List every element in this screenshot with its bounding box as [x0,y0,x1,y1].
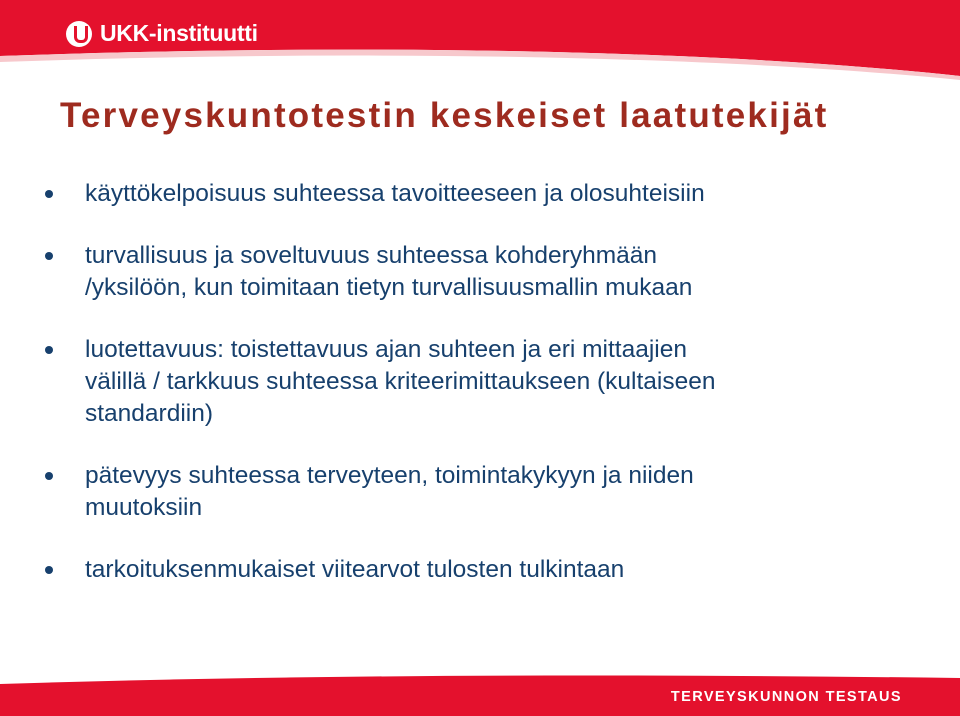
ukk-logo-icon [66,21,92,47]
bullet-text-line: tarkoituksenmukaiset viitearvot tulosten tulkintaan [85,556,625,583]
bullet-dot-icon [45,190,53,198]
bullet-item [43,334,933,430]
bullet-dot-icon [45,472,53,480]
bullet-text-line: käyttökelpoisuus suhteessa tavoitteeseen ja olosuhteisiin [85,180,705,207]
bullet-item [43,240,933,304]
bullet-list [43,178,933,616]
bullet-dot-icon [45,566,53,574]
bullet-text-line: luotettavuus: toistettavuus ajan suhteen ja eri mittaajien [85,336,687,363]
bullet-text-line: pätevyys suhteessa terveyteen, toimintakykyyn ja niiden [85,462,694,489]
bullet-item [43,554,933,586]
bullet-text-line: välillä / tarkkuus suhteessa kriteerimittaukseen (kultaiseen [85,368,716,395]
ukk-logo [66,20,258,47]
bullet-item [43,460,933,524]
bullet-text-line: turvallisuus ja soveltuvuus suhteessa kohderyhmään [85,242,657,269]
slide-title: Terveyskuntotestin keskeiset laatutekijät [60,96,829,135]
bullet-dot-icon [45,346,53,354]
footer-label: TERVEYSKUNNON TESTAUS [670,689,902,705]
bullet-text-line: muutoksiin [85,494,203,521]
logo-text: UKK-instituutti [100,20,258,46]
bullet-text-line: standardiin) [85,400,214,427]
bullet-text-line: /yksilöön, kun toimitaan tietyn turvallisuusmallin mukaan [85,274,693,301]
bullet-dot-icon [45,252,53,260]
bullet-item [43,178,933,210]
